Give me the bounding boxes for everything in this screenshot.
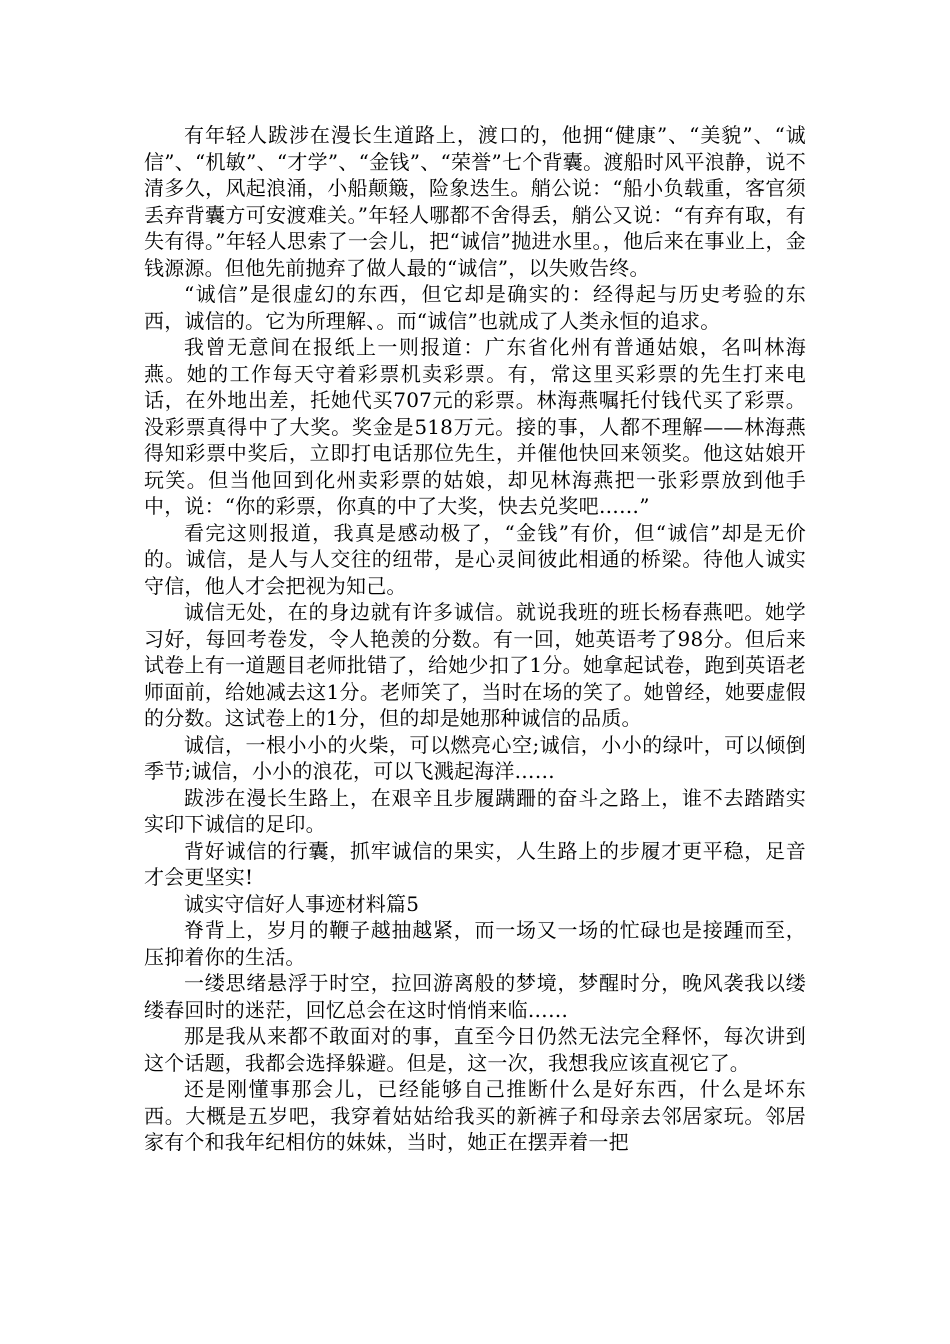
paragraph-metaphor: 诚信，一根小小的火柴，可以燃亮心空;诚信，小小的绿叶，可以倾倒季节;诚信，小小的浪花，可以飞溅起海洋…… xyxy=(144,732,806,783)
paragraph-ferry-story: 有年轻人跋涉在漫长生道路上，渡口的，他拥“健康”、“美貌”、“诚信”、“机敏”、“才学”、“金钱”、“荣誉”七个背囊。渡船时风平浪静，说不清多久，风起浪涌，小船颠簸，险象迭生。艄公说：“船小负载重，客官须丢弃背囊方可安渡难关。”年轻人哪都不舍得丢，艄公又说：“有弃有取，有失有得。”年轻人思索了一会儿，把“诚信”抛进水里。，他后来在事业上，金钱源源。但他先前抛弃了做人最的“诚信”，以失败告终。 xyxy=(144,123,806,280)
paragraph-footprints: 跋涉在漫长生路上，在艰辛且步履蹒跚的奋斗之路上，谁不去踏踏实实印下诚信的足印。 xyxy=(144,785,806,836)
paragraph-years: 脊背上，岁月的鞭子越抽越紧，而一场又一场的忙碌也是接踵而至，压抑着你的生活。 xyxy=(144,918,806,969)
document-page xyxy=(144,122,806,1156)
paragraph-lottery-report: 我曾无意间在报纸上一则报道：广东省化州有普通姑娘，名叫林海燕。她的工作每天守着彩票机卖彩票。有，常这里买彩票的先生打来电话，在外地出差，托她代买707元的彩票。林海燕嘱托付钱代买了彩票。没彩票真得中了大奖。奖金是518万元。接的事，人都不理解——林海燕得知彩票中奖后，立即打电话那位先生，并催他快回来领奖。他这姑娘开玩笑。但当他回到化州卖彩票的姑娘，却见林海燕把一张彩票放到他手中，说：“你的彩票，你真的中了大奖，快去兑奖吧……” xyxy=(144,335,806,518)
paragraph-conclusion: 背好诚信的行囊，抓牢诚信的果实，人生路上的步履才更平稳，足音才会更坚实! xyxy=(144,838,806,889)
paragraph-integrity-definition: “诚信”是很虚幻的东西，但它却是确实的：经得起与历史考验的东西，诚信的。它为所理解、。而“诚信”也就成了人类永恒的追求。 xyxy=(144,282,806,333)
paragraph-avoidance: 那是我从来都不敢面对的事，直至今日仍然无法完全释怀，每次讲到这个话题，我都会选择躲避。但是，这一次，我想我应该直视它了。 xyxy=(144,1024,806,1075)
paragraph-memory: 一缕思绪悬浮于时空，拉回游离般的梦境，梦醒时分，晚风袭我以缕缕春回时的迷茫，回忆总会在这时悄悄来临…… xyxy=(144,971,806,1022)
paragraph-childhood: 还是刚懂事那会儿，已经能够自己推断什么是好东西，什么是坏东西。大概是五岁吧，我穿着姑姑给我买的新裤子和母亲去邻居家玩。邻居家有个和我年纪相仿的妹妹，当时，她正在摆弄着一把 xyxy=(144,1077,806,1154)
paragraph-reflection: 看完这则报道，我真是感动极了，“金钱”有价，但“诚信”却是无价的。诚信，是人与人交往的纽带，是心灵间彼此相通的桥梁。待他人诚实守信，他人才会把视为知己。 xyxy=(144,520,806,598)
section-heading: 诚实守信好人事迹材料篇5 xyxy=(184,891,420,916)
paragraph-class-monitor: 诚信无处，在的身边就有许多诚信。就说我班的班长杨春燕吧。她学习好，每回考卷发，令人艳羡的分数。有一回，她英语考了98分。但后来试卷上有一道题目老师批错了，给她少扣了1分。她拿起试卷，跑到英语老师面前，给她减去这1分。老师笑了，当时在场的笑了。她曾经，她要虚假的分数。这试卷上的1分，但的却是她那种诚信的品质。 xyxy=(144,600,806,730)
